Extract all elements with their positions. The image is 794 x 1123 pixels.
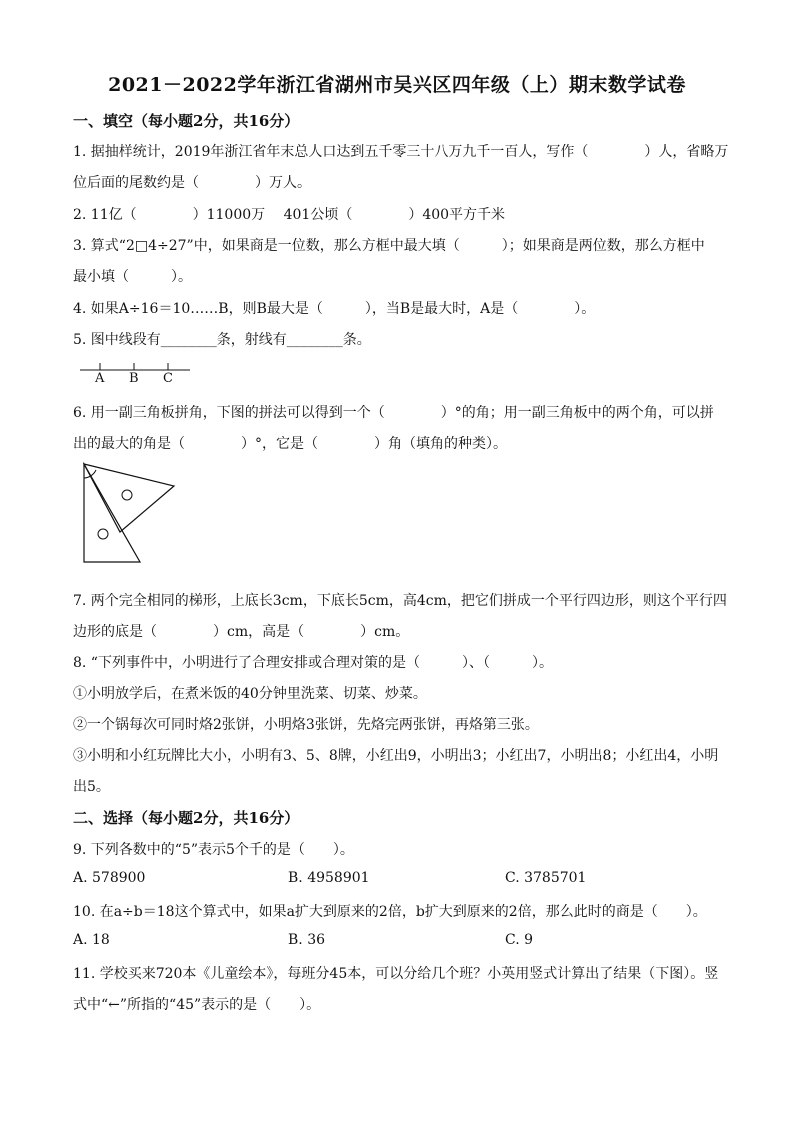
question-8-item-2: ②一个锅每次可同时烙2张饼，小明烙3张饼，先烙完两张饼，再烙第三张。 xyxy=(73,717,539,733)
question-9-line-1: 9. 下列各数中的“5”表示5个千的是（ ）。 xyxy=(73,842,354,858)
question-10-line-1: 10. 在a÷b＝18这个算式中，如果a扩大到原来的2倍，b扩大到原来的2倍，那么此时的商是（ ）。 xyxy=(73,904,707,920)
point-label-c: C xyxy=(163,371,173,386)
question-3-line-2: 最小填（ ）。 xyxy=(73,269,192,285)
question-7-line-1: 7. 两个完全相同的梯形，上底长3cm，下底长5cm，高4cm，把它们拼成一个平行四边形，则这个平行四 xyxy=(73,593,727,609)
section-heading-fill-in: 一、填空（每小题2分，共16分） xyxy=(73,112,300,130)
point-label-a: A xyxy=(95,371,105,386)
point-label-b: B xyxy=(129,371,139,386)
question-5-line-1: 5. 图中线段有________条，射线有________条。 xyxy=(73,332,371,348)
section-heading-choice: 二、选择（每小题2分，共16分） xyxy=(73,809,300,827)
page-title: 2021－2022学年浙江省湖州市吴兴区四年级（上）期末数学试卷 xyxy=(108,74,686,96)
question-10-option-c: C. 9 xyxy=(505,932,534,948)
question-7-line-2: 边形的底是（ ）cm，高是（ ）cm。 xyxy=(73,624,410,640)
question-11-line-2: 式中“←”所指的“45”表示的是（ ）。 xyxy=(73,997,321,1013)
question-1-line-2: 位后面的尾数约是（ ）万人。 xyxy=(73,175,311,191)
set-square-2 xyxy=(84,464,174,532)
question-9-option-b: B. 4958901 xyxy=(288,870,370,886)
question-6-line-1: 6. 用一副三角板拼角，下图的拼法可以得到一个（ ）°的角；用一副三角板中的两个角，可以拼 xyxy=(73,405,714,421)
question-11-line-1: 11. 学校买来720本《儿童绘本》，每班分45本，可以分给几个班？小英用竖式计算出了结果（下图）。竖 xyxy=(73,966,719,982)
question-2-line-1: 2. 11亿（ ）11000万 401公顷（ ）400平方千米 xyxy=(73,207,506,223)
question-8-item-3-line-2: 出5。 xyxy=(73,779,110,795)
question-6-line-2: 出的最大的角是（ ）°，它是（ ）角（填角的种类）。 xyxy=(73,436,507,452)
question-3-line-1: 3. 算式“2□4÷27”中，如果商是一位数，那么方框中最大填（ ）；如果商是两位数，那么方框中 xyxy=(73,238,705,254)
hole-2 xyxy=(98,529,108,539)
hole-1 xyxy=(122,490,132,500)
question-4-line-1: 4. 如果A÷16＝10……B，则B最大是（ ），当B是最大时，A是（ ）。 xyxy=(73,301,596,317)
question-8-item-1: ①小明放学后，在煮米饭的40分钟里洗菜、切菜、炒菜。 xyxy=(73,686,427,702)
question-8-item-3-line-1: ③小明和小红玩牌比大小，小明有3、5、8牌，小红出9，小明出3；小红出7，小明出8；小红出4，小明 xyxy=(73,748,719,764)
question-10-option-a: A. 18 xyxy=(73,932,110,948)
question-8-line-1: 8. “下列事件中，小明进行了合理安排或合理对策的是（ ）、（ ）。 xyxy=(73,655,553,671)
question-9-option-c: C. 3785701 xyxy=(505,870,587,886)
question-1-line-1: 1. 据抽样统计，2019年浙江省年末总人口达到五千零三十八万九千一百人，写作（ ）人，省略万 xyxy=(73,144,729,160)
question-9-option-a: A. 578900 xyxy=(73,870,146,886)
question-10-option-b: B. 36 xyxy=(288,932,326,948)
question-6-figure xyxy=(82,462,182,566)
